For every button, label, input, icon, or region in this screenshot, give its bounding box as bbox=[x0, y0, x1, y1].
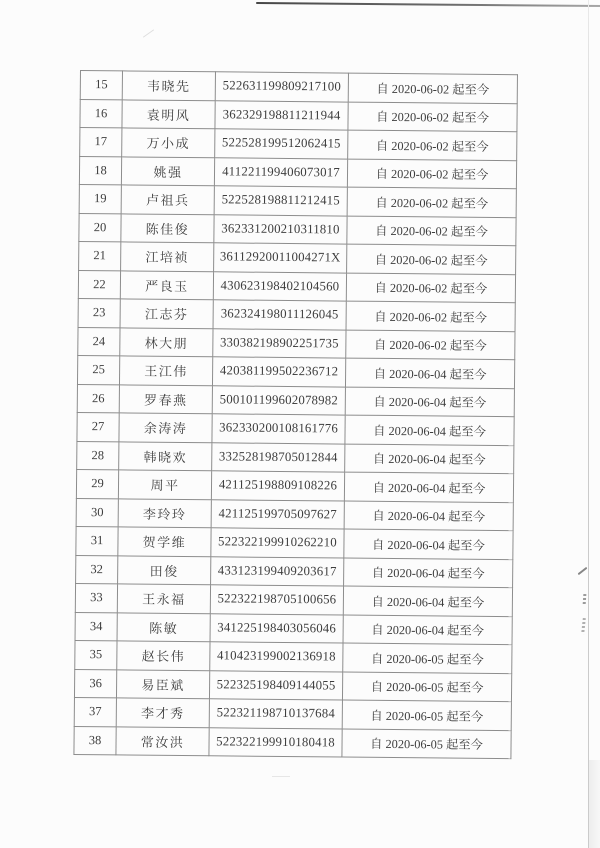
row-number-cell: 18 bbox=[79, 156, 121, 185]
table-row bbox=[78, 327, 515, 360]
row-number-cell: 34 bbox=[75, 612, 117, 641]
person-name-cell: 余涛涛 bbox=[119, 413, 212, 442]
id-number-cell: 332528198705012844 bbox=[212, 442, 345, 472]
table-row bbox=[79, 241, 516, 274]
table-row bbox=[76, 498, 513, 531]
row-number-cell: 32 bbox=[76, 555, 118, 584]
person-name-cell: 李玲玲 bbox=[118, 498, 211, 527]
row-number-cell: 27 bbox=[77, 412, 119, 441]
row-number-cell: 15 bbox=[80, 71, 122, 100]
scan-artifact-top-line bbox=[256, 2, 600, 7]
person-name-cell: 江志芬 bbox=[120, 299, 213, 328]
id-number-cell: 500101199602078982 bbox=[212, 385, 345, 415]
id-number-cell: 522322199910180418 bbox=[209, 727, 342, 757]
period-cell: 自 2020-06-04 起至今 bbox=[344, 529, 513, 559]
person-name-cell: 万小成 bbox=[122, 128, 215, 157]
row-number-cell: 22 bbox=[78, 270, 120, 299]
row-number-cell: 28 bbox=[77, 441, 119, 470]
row-number-cell: 35 bbox=[75, 640, 117, 669]
id-number-cell: 410423199002136918 bbox=[210, 642, 343, 672]
id-number-cell: 411221199406073017 bbox=[214, 157, 347, 187]
table-row bbox=[77, 355, 514, 388]
person-name-cell: 王江伟 bbox=[119, 356, 212, 385]
person-name-cell: 韩晓欢 bbox=[119, 441, 212, 470]
person-name-cell: 贺学维 bbox=[118, 527, 211, 556]
scan-artifact-smudge bbox=[143, 29, 154, 37]
row-number-cell: 31 bbox=[76, 526, 118, 555]
table-row bbox=[76, 555, 513, 588]
row-number-cell: 30 bbox=[76, 498, 118, 527]
period-cell: 自 2020-06-04 起至今 bbox=[345, 444, 514, 474]
row-number-cell: 20 bbox=[79, 213, 121, 242]
table-row bbox=[78, 270, 515, 303]
period-cell: 自 2020-06-02 起至今 bbox=[347, 187, 516, 217]
period-cell: 自 2020-06-02 起至今 bbox=[348, 102, 517, 132]
person-name-cell: 严良玉 bbox=[120, 270, 213, 299]
id-number-cell: 362329198811211944 bbox=[215, 100, 348, 130]
person-name-cell: 卢祖兵 bbox=[121, 185, 214, 214]
id-number-cell: 522528198811212415 bbox=[214, 186, 347, 216]
person-name-cell: 韦晓先 bbox=[122, 71, 215, 100]
period-cell: 自 2020-06-02 起至今 bbox=[347, 216, 516, 246]
table-row bbox=[77, 384, 514, 417]
person-name-cell: 江培祯 bbox=[121, 242, 214, 271]
person-name-cell: 林大朋 bbox=[120, 327, 213, 356]
person-name-cell: 易臣斌 bbox=[116, 669, 209, 698]
person-name-cell: 常汝洪 bbox=[116, 726, 209, 755]
period-cell: 自 2020-06-02 起至今 bbox=[348, 73, 517, 103]
period-cell: 自 2020-06-04 起至今 bbox=[344, 472, 513, 502]
period-cell: 自 2020-06-04 起至今 bbox=[345, 387, 514, 417]
period-cell: 自 2020-06-05 起至今 bbox=[342, 672, 511, 702]
id-number-cell: 362330200108161776 bbox=[212, 414, 345, 444]
scan-artifact-smudge bbox=[581, 618, 586, 634]
period-cell: 自 2020-06-04 起至今 bbox=[344, 558, 513, 588]
row-number-cell: 23 bbox=[78, 298, 120, 327]
id-number-cell: 420381199502236712 bbox=[212, 357, 345, 387]
row-number-cell: 37 bbox=[74, 697, 116, 726]
table-row bbox=[78, 298, 515, 331]
period-cell: 自 2020-06-04 起至今 bbox=[343, 586, 512, 616]
table-row bbox=[75, 640, 512, 673]
person-name-cell: 李才秀 bbox=[116, 698, 209, 727]
table-row bbox=[80, 128, 517, 161]
table-row bbox=[79, 213, 516, 246]
table-row bbox=[80, 71, 517, 104]
row-number-cell: 16 bbox=[80, 99, 122, 128]
id-number-cell: 362324198011126045 bbox=[213, 300, 346, 330]
period-cell: 自 2020-06-02 起至今 bbox=[348, 130, 517, 160]
id-number-cell: 433123199409203617 bbox=[211, 556, 344, 586]
period-cell: 自 2020-06-02 起至今 bbox=[346, 273, 515, 303]
scan-page-edge-shade bbox=[589, 760, 600, 848]
period-cell: 自 2020-06-05 起至今 bbox=[343, 643, 512, 673]
person-name-cell: 田俊 bbox=[118, 555, 211, 584]
table-row bbox=[76, 469, 513, 502]
id-number-cell: 522631199809217100 bbox=[215, 72, 348, 102]
table-row bbox=[80, 99, 517, 132]
period-cell: 自 2020-06-05 起至今 bbox=[342, 729, 511, 759]
person-name-cell: 赵长伟 bbox=[117, 641, 210, 670]
row-number-cell: 24 bbox=[78, 327, 120, 356]
id-number-cell: 341225198403056046 bbox=[210, 613, 343, 643]
person-name-cell: 陈佳俊 bbox=[121, 213, 214, 242]
scan-artifact-smudge bbox=[578, 567, 588, 575]
table-row bbox=[74, 697, 511, 730]
roster-table-body bbox=[74, 71, 518, 759]
table-row bbox=[77, 441, 514, 474]
table-row bbox=[75, 583, 512, 616]
table-row bbox=[74, 726, 511, 759]
person-name-cell: 陈敏 bbox=[117, 612, 210, 641]
row-number-cell: 29 bbox=[76, 469, 118, 498]
id-number-cell: 36112920011004271X bbox=[214, 243, 347, 273]
row-number-cell: 21 bbox=[79, 241, 121, 270]
period-cell: 自 2020-06-05 起至今 bbox=[342, 700, 511, 730]
id-number-cell: 522325198409144055 bbox=[209, 670, 342, 700]
person-name-cell: 姚强 bbox=[121, 156, 214, 185]
row-number-cell: 17 bbox=[80, 128, 122, 157]
row-number-cell: 25 bbox=[77, 355, 119, 384]
period-cell: 自 2020-06-04 起至今 bbox=[343, 615, 512, 645]
id-number-cell: 330382198902251735 bbox=[213, 328, 346, 358]
person-name-cell: 王永福 bbox=[117, 584, 210, 613]
period-cell: 自 2020-06-02 起至今 bbox=[346, 301, 515, 331]
row-number-cell: 33 bbox=[75, 583, 117, 612]
period-cell: 自 2020-06-04 起至今 bbox=[345, 358, 514, 388]
period-cell: 自 2020-06-02 起至今 bbox=[347, 244, 516, 274]
table-row bbox=[76, 526, 513, 559]
period-cell: 自 2020-06-04 起至今 bbox=[344, 501, 513, 531]
id-number-cell: 421125199705097627 bbox=[211, 499, 344, 529]
row-number-cell: 19 bbox=[79, 184, 121, 213]
table-row bbox=[77, 412, 514, 445]
scan-artifact-smudge bbox=[583, 594, 587, 605]
id-number-cell: 522322198705100656 bbox=[210, 585, 343, 615]
period-cell: 自 2020-06-02 起至今 bbox=[346, 330, 515, 360]
id-number-cell: 430623198402104560 bbox=[213, 271, 346, 301]
person-name-cell: 袁明风 bbox=[122, 99, 215, 128]
table-row bbox=[79, 156, 516, 189]
scan-artifact-smudge bbox=[272, 776, 290, 777]
row-number-cell: 26 bbox=[77, 384, 119, 413]
period-cell: 自 2020-06-02 起至今 bbox=[347, 159, 516, 189]
table-row bbox=[75, 612, 512, 645]
row-number-cell: 36 bbox=[74, 669, 116, 698]
table-row bbox=[74, 669, 511, 702]
id-number-cell: 421125198809108226 bbox=[211, 471, 344, 501]
person-name-cell: 周平 bbox=[118, 470, 211, 499]
table-row bbox=[79, 184, 516, 217]
row-number-cell: 38 bbox=[74, 726, 116, 755]
roster-table bbox=[73, 70, 518, 759]
id-number-cell: 522322199910262210 bbox=[211, 528, 344, 558]
scan-page-edge-line bbox=[588, 0, 589, 848]
person-name-cell: 罗春燕 bbox=[119, 384, 212, 413]
period-cell: 自 2020-06-04 起至今 bbox=[345, 415, 514, 445]
id-number-cell: 522321198710137684 bbox=[209, 699, 342, 729]
id-number-cell: 522528199512062415 bbox=[215, 129, 348, 159]
id-number-cell: 362331200210311810 bbox=[214, 214, 347, 244]
